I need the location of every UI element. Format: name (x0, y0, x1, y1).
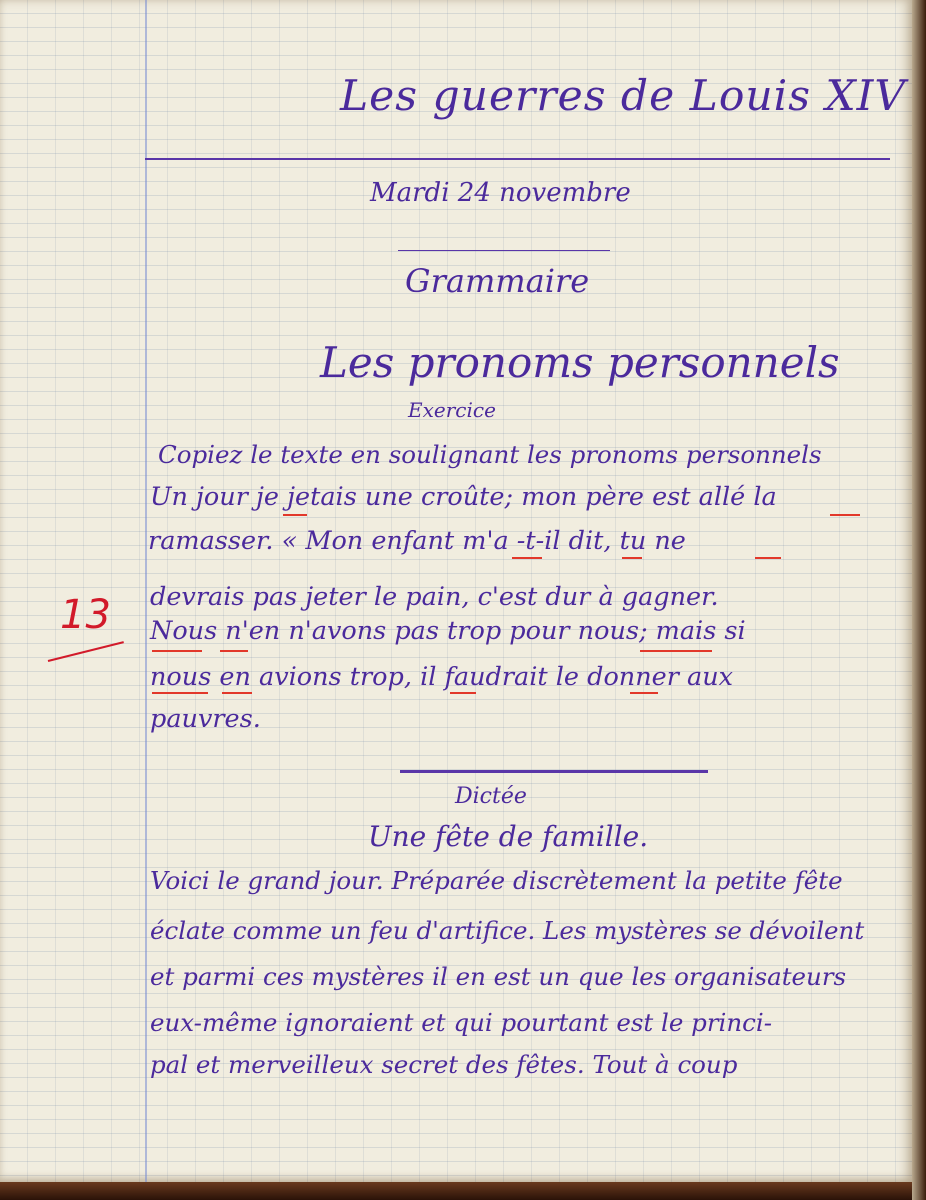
exercise-line: devrais pas jeter le pain, c'est dur à gagner. (150, 582, 719, 612)
grade-mark: 13 (60, 592, 111, 638)
dictee-line: Voici le grand jour. Préparée discrètement la petite fête (150, 866, 843, 895)
exercise-label: Exercice (408, 398, 496, 422)
dictee-label: Dictée (455, 784, 527, 809)
lesson-title: Les pronoms personnels (320, 338, 840, 387)
pronoun-underline (640, 650, 712, 652)
dictee-title: Une fête de famille. (368, 820, 649, 853)
margin-line (145, 0, 147, 1182)
exercise-line: ramasser. « Mon enfant m'a -t-il dit, tu ne (148, 526, 686, 556)
notebook-bottom-edge (0, 1182, 912, 1200)
dictee-line: pal et merveilleux secret des fêtes. Tout à coup (150, 1050, 738, 1079)
dictee-line: eux-même ignoraient et qui pourtant est le princi- (150, 1008, 772, 1037)
pronoun-underline (152, 650, 202, 652)
title-rule (145, 158, 890, 160)
exercise-line: Un jour je jetais une croûte; mon père est allé la (150, 482, 777, 512)
exercise-line: Copiez le texte en soulignant les pronoms personnels (158, 440, 822, 469)
pronoun-underline (830, 514, 860, 516)
pronoun-underline (283, 514, 307, 516)
exercise-line: Nous n'en n'avons pas trop pour nous; mais si (150, 616, 746, 646)
grade-underline (48, 641, 124, 662)
date-heading: Mardi 24 novembre (370, 178, 631, 208)
subject-heading: Grammaire (405, 262, 590, 300)
pronoun-underline (755, 557, 781, 559)
pronoun-underline (512, 557, 542, 559)
pronoun-underline (222, 692, 252, 694)
section-divider (400, 770, 708, 773)
pronoun-underline (220, 650, 248, 652)
date-rule (398, 250, 610, 251)
dictee-line: et parmi ces mystères il en est un que les organisateurs (150, 962, 847, 991)
pronoun-underline (152, 692, 208, 694)
notebook-spine (912, 0, 926, 1200)
pronoun-underline (622, 557, 642, 559)
exercise-line: nous en avions trop, il faudrait le donner aux (150, 662, 734, 692)
page-title: Les guerres de Louis XIV (340, 72, 907, 121)
dictee-line: éclate comme un feu d'artifice. Les mystères se dévoilent (150, 916, 865, 945)
pronoun-underline (450, 692, 476, 694)
exercise-line: pauvres. (150, 704, 261, 734)
pronoun-underline (630, 692, 658, 694)
